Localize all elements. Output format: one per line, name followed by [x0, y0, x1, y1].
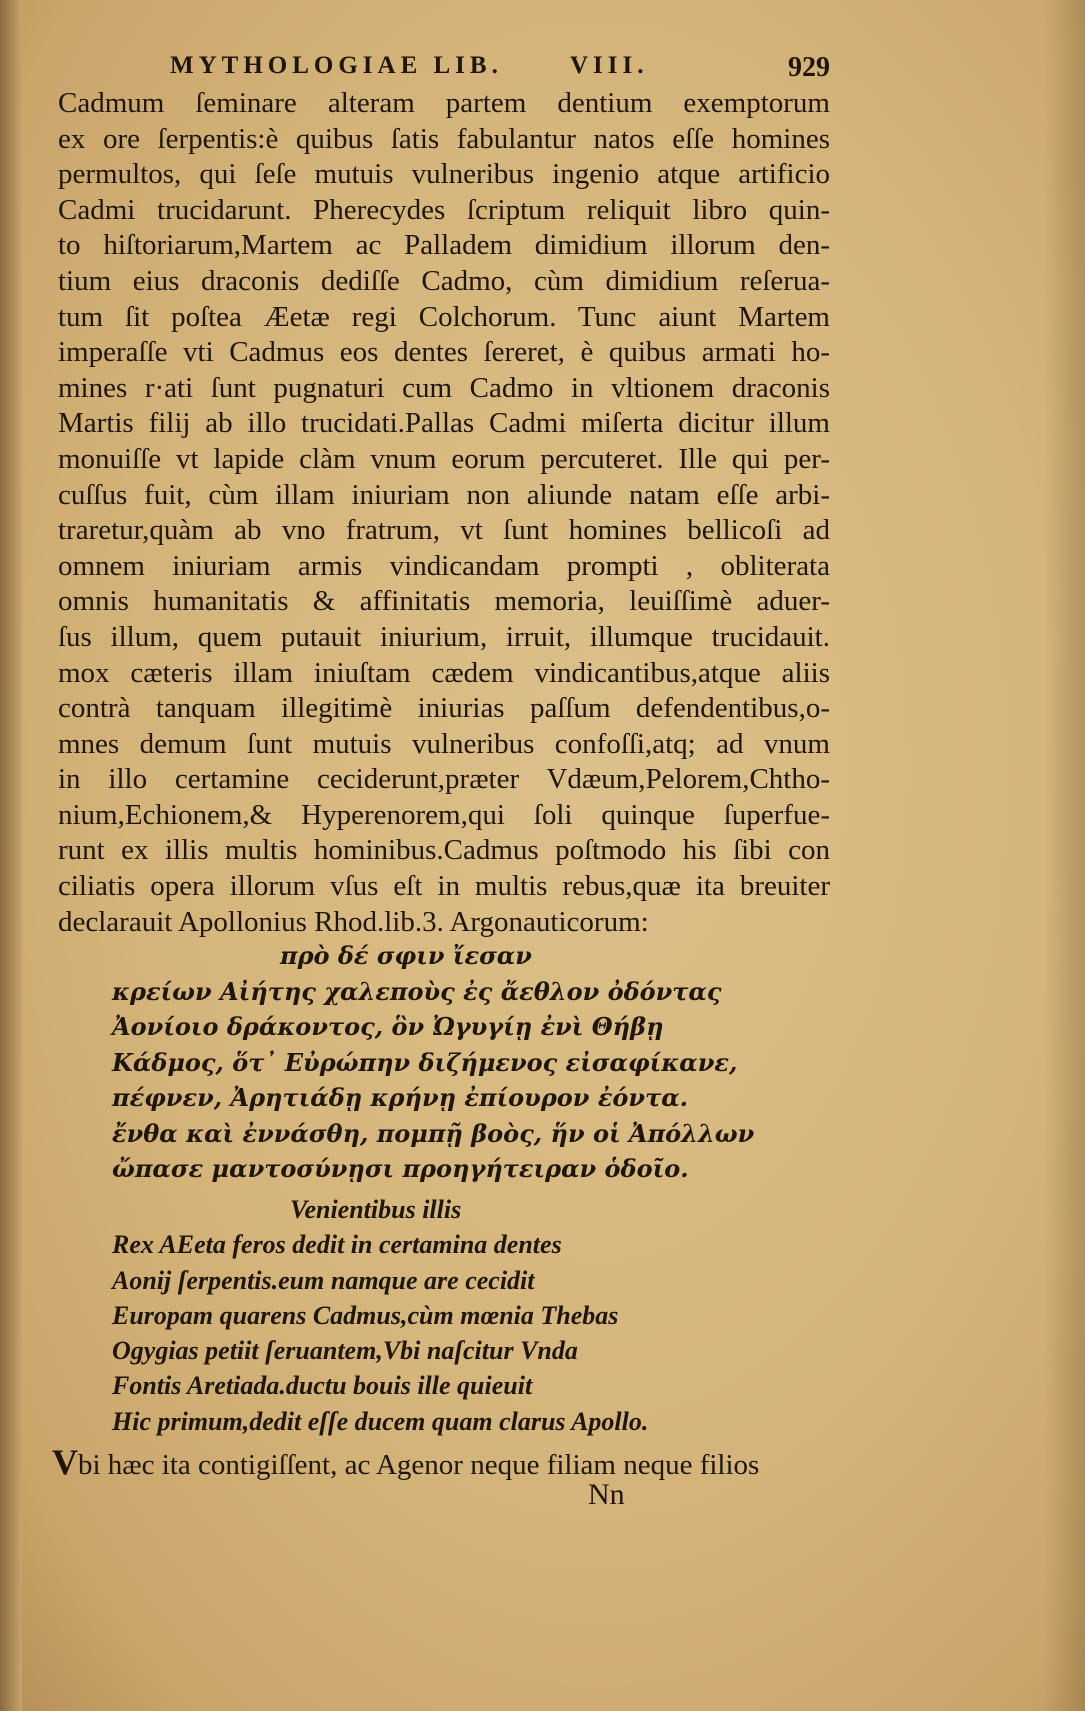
text-line: omnis humanitatis & affinitatis memoria, leuiſſimè aduer- [58, 585, 830, 618]
text-line: monuiſſe vt lapide clàm vnum eorum percuteret. Ille qui per- [58, 442, 830, 475]
text-line: tum ſit poſtea Æetæ regi Colchorum. Tunc aiunt Martem [58, 300, 830, 333]
text-line: tium eius draconis dediſſe Cadmo, cùm dimidium reſerua- [58, 264, 830, 297]
text-line: cuſſus fuit, cùm illam iniuriam non aliunde natam eſſe arbi- [58, 478, 830, 511]
text-line: mines r·ati ſunt pugnaturi cum Cadmo in vltionem draconis [58, 371, 830, 404]
latin-verse-line: Fontis Aretiada.ductu bouis ille quieuit [112, 1371, 533, 1401]
greek-verse-line: πρὸ δέ σφιν ἴεσαν [280, 941, 532, 970]
latin-verse-translation [112, 1192, 812, 1439]
latin-verse-line: Hic primum,dedit eſſe ducem quam clarus Apollo. [112, 1406, 649, 1436]
paragraph-text: bi hæc ita contigiſſent, ac Agenor neque filiam neque filios [78, 1449, 760, 1481]
text-line: permultos, qui ſeſe mutuis vulneribus ingenio atque artificio [58, 158, 830, 191]
latin-verse-line: Aonij ſerpentis.eum namque are cecidit [112, 1265, 535, 1295]
text-line: omnem iniuriam armis vindicandam prompti , obliterata [58, 549, 830, 582]
text-line: Martis filij ab illo trucidati.Pallas Cadmi miſerta dicitur illum [58, 407, 830, 440]
running-title: MYTHOLOGIAE LIB. [170, 52, 503, 79]
text-line: runt ex illis multis hominibus.Cadmus poſtmodo his ſibi con [58, 834, 830, 867]
text-line: declarauit Apollonius Rhod.lib.3. Argonauticorum: [58, 905, 649, 938]
greek-verse-line: ἔνθα καὶ ἐννάσθη, πομπῇ βοὸς, ἥν οἱ Ἀπόλλων [112, 1118, 755, 1148]
greek-verse-line: ὤπασε μαντοσύνῃσι προηγήτειραν ὁδοῖο. [112, 1154, 689, 1183]
text-line: mnes demum ſunt mutuis vulneribus confoſſi,atq; ad vnum [58, 727, 830, 760]
running-header [170, 52, 830, 88]
greek-verse-line: κρείων Αἰήτης χαλεποὺς ἐς ἄεθλον ὀδόντας [112, 976, 722, 1006]
latin-verse-line: Venientibus illis [290, 1195, 462, 1224]
text-line: nium,Echionem,& Hyperenorem,qui ſoli quinque ſuperfue- [58, 798, 830, 831]
greek-verse-line: Κάδμος, ὅτ᾽ Εὐρώπην διζήμενος εἰσαφίκανε, [112, 1047, 738, 1077]
signature-mark: Nn [588, 1478, 625, 1511]
text-line: contrà tanquam illegitimè iniurias paſſum defendentibus,o- [58, 692, 830, 725]
page-number: 929 [788, 52, 830, 83]
book-number: VIII. [570, 52, 649, 79]
initial-letter: V [52, 1442, 78, 1482]
text-line: traretur,quàm ab vno fratrum, vt ſunt homines bellicoſi ad [58, 514, 830, 547]
text-line: ſus illum, quem putauit iniurium, irruit, illumque trucidauit. [58, 620, 830, 653]
page-binding-shadow [0, 0, 22, 1711]
text-line: imperaſſe vti Cadmus eos dentes ſereret, è quibus armati ho- [58, 336, 830, 369]
latin-verse-line: Ogygias petiit ſeruantem,Vbi naſcitur Vnda [112, 1336, 578, 1366]
latin-verse-line: Europam quarens Cadmus,cùm mœnia Thebas [112, 1300, 619, 1330]
text-line: mox cæteris illam iniuſtam cædem vindicantibus,atque aliis [58, 656, 830, 689]
text-line: Cadmi trucidarunt. Pherecydes ſcriptum reliquit libro quin- [58, 193, 830, 226]
page-edge-shadow [1045, 0, 1085, 1711]
text-line: ciliatis opera illorum vſus eſt in multis rebus,quæ ita breuiter [58, 870, 830, 903]
new-paragraph-line [52, 1444, 830, 1483]
latin-verse-line: Rex AEeta feros dedit in certamina dentes [112, 1230, 562, 1260]
prose-paragraph [58, 86, 830, 940]
text-line: in illo certamine ceciderunt,præter Vdæum,Pelorem,Chtho- [58, 763, 830, 796]
text-line: Cadmum ſeminare alteram partem dentium exemptorum [58, 87, 830, 119]
text-line: to hiſtoriarum,Martem ac Palladem dimidium illorum den- [58, 229, 830, 262]
greek-verse-line: Ἀονίοιο δράκοντος, ὃν Ὠγυγίῃ ἐνὶ Θήβῃ [112, 1012, 664, 1041]
greek-verse-line: πέφνεν, Ἀρητιάδῃ κρήνῃ ἐπίουρον ἐόντα. [112, 1083, 689, 1112]
greek-verse-quotation [112, 938, 762, 1187]
text-line: ex ore ſerpentis:è quibus ſatis fabulantur natos eſſe homines [58, 122, 830, 155]
